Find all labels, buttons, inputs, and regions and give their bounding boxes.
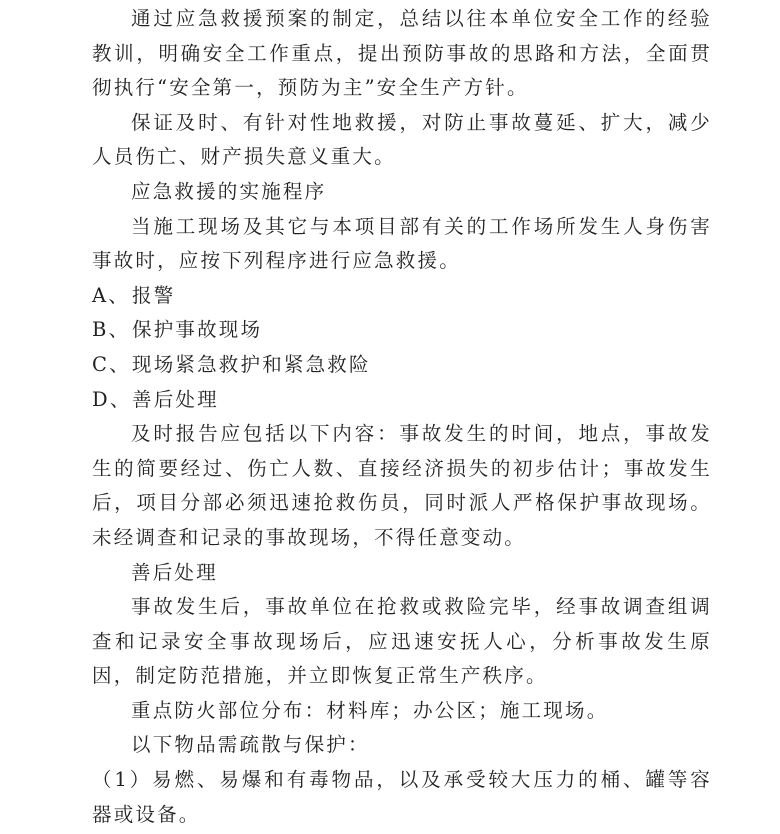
report-content-paragraph: 及时报告应包括以下内容：事故发生的时间，地点，事故发生的简要经过、伤亡人数、直接经济损失的初步估计；事故发生后，项目分部必须迅速抢救伤员，同时派人严格保护事故现场。未经调查和记录的事故现场，不得任意变动。 <box>92 422 712 549</box>
evacuation-item: （1）易燃、易爆和有毒物品，以及承受较大压力的桶、罐等容器或设备。 <box>92 768 712 826</box>
step-text: 善后处理 <box>132 387 219 411</box>
step-item <box>92 279 712 314</box>
step-marker: B、 <box>92 318 131 342</box>
step-item <box>92 348 712 383</box>
rescue-importance-paragraph: 保证及时、有针对性地救援，对防止事故蔓延、扩大，减少人员伤亡、财产损失意义重大。 <box>92 110 712 169</box>
step-text: 保护事故现场 <box>132 318 263 342</box>
step-text: 报警 <box>132 283 176 307</box>
section-heading-aftermath: 善后处理 <box>131 560 218 584</box>
step-marker: A、 <box>92 283 130 307</box>
step-item <box>92 313 712 348</box>
fire-points-paragraph: 重点防火部位分布：材料库；办公区；施工现场。 <box>131 698 609 722</box>
step-marker: C、 <box>92 352 131 376</box>
section-heading-procedure: 应急救援的实施程序 <box>131 179 327 203</box>
step-item <box>92 383 712 418</box>
step-marker: D、 <box>92 387 132 411</box>
procedure-intro-paragraph: 当施工现场及其它与本项目部有关的工作场所发生人身伤害事故时，应按下列程序进行应急救援。 <box>92 214 712 273</box>
intro-paragraph: 通过应急救援预案的制定，总结以往本单位安全工作的经验教训，明确安全工作重点，提出预防事故的思路和方法，全面贯彻执行“安全第一，预防为主”安全生产方针。 <box>92 7 712 100</box>
document-body <box>92 2 712 832</box>
aftermath-paragraph: 事故发生后，事故单位在抢救或救险完毕，经事故调查组调查和记录安全事故现场后，应迅速安抚人心，分析事故发生原因，制定防范措施，并立即恢复正常生产秩序。 <box>92 595 712 688</box>
step-text: 现场紧急救护和紧急救险 <box>132 352 371 376</box>
evacuation-intro-paragraph: 以下物品需疏散与保护： <box>131 733 370 757</box>
